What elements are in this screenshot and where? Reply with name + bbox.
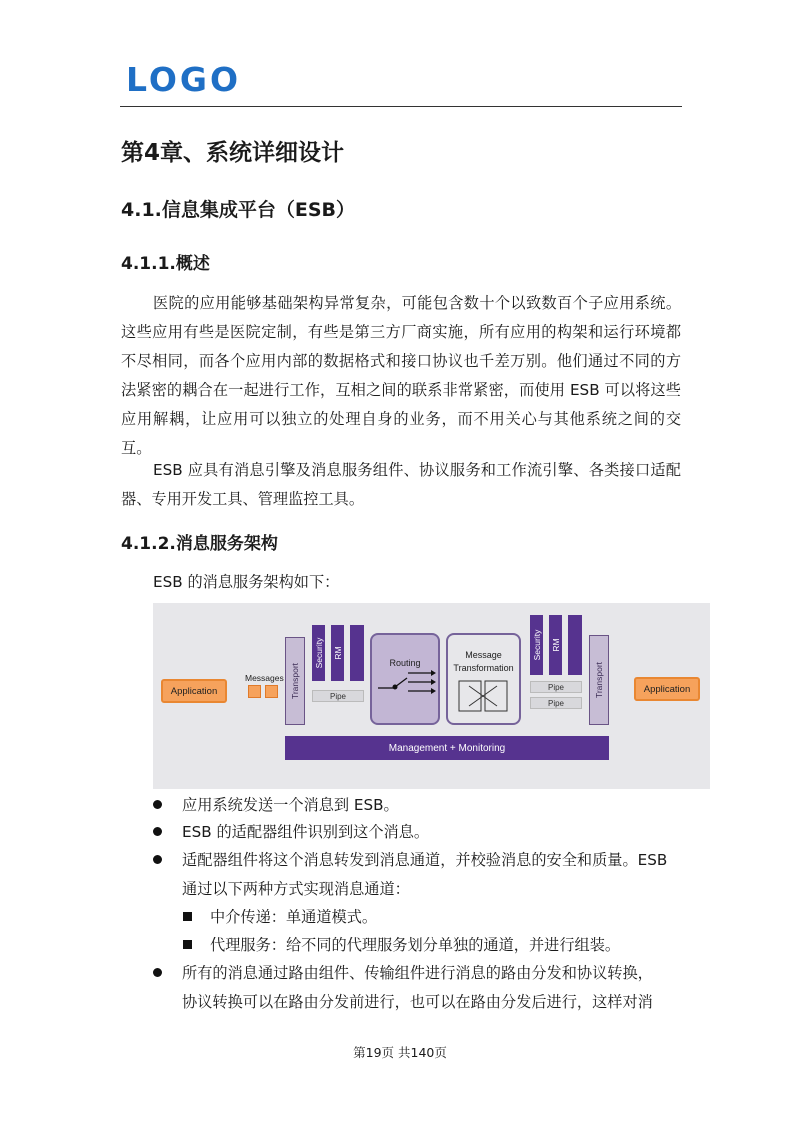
sub-bullet-item-1: 中介传递：单通道模式。 — [210, 908, 378, 926]
rm-right-label: RM — [550, 638, 561, 652]
transport-left-label: Transport — [290, 662, 300, 700]
sub-bullet-item-2: 代理服务：给不同的代理服务划分单独的通道，并进行组装。 — [210, 936, 621, 954]
routing-label: Routing — [389, 658, 421, 668]
bullet-dot-4 — [153, 968, 162, 977]
bullet-item-4-line-1: 所有的消息通过路由组件、传输组件进行消息的路由分发和协议转换， — [182, 964, 653, 982]
bullet-dot-1 — [153, 800, 162, 809]
message-transformation-box — [446, 633, 521, 725]
bullet-dot-3 — [153, 855, 162, 864]
bullet-item-3-continued: 通过以下两种方式实现消息通道： — [182, 880, 410, 898]
bullet-item-4-line-2: 协议转换可以在路由分发前进行，也可以在路由分发后进行，这样对消 — [182, 993, 653, 1011]
routing-arrows — [153, 603, 710, 789]
management-monitoring-bar: Management + Monitoring — [285, 736, 609, 760]
section-heading-4-1-1: 4.1.1.概述 — [121, 254, 210, 274]
transport-right-bar — [589, 635, 609, 725]
page-footer: 第19页 共140页 — [353, 1045, 447, 1060]
sub-bullet-square-1 — [183, 912, 192, 921]
overview-paragraph: 医院的应用能够基础架构异常复杂，可能包含数十个以致数百个子应用系统。这些应用有些是医院定制，有些是第三方厂商实施，所有应用的构架和运行环境都不尽相同，而各个应用内部的数据格式和接口协议也千差万别。他们通过不同的方法紧密的耦合在一起进行工作，互相之间的联系非常紧密，而使用 ESB 可以将这些应用解耦，让应用可以独立的处理自身的业务，而不用关心与其他系统之间的交互。 — [121, 294, 681, 457]
bullet-item-2: ESB 的适配器组件识别到这个消息。 — [182, 823, 430, 841]
message-transformation-label-2: Transformation — [453, 663, 514, 673]
pipe-right-1: Pipe — [530, 681, 582, 693]
message-transformation-label-1: Message — [465, 650, 502, 660]
bullet-dot-2 — [153, 827, 162, 836]
section-heading-4-1: 4.1.信息集成平台（ESB） — [121, 199, 356, 221]
header-divider — [120, 106, 682, 107]
application-left-box: Application — [161, 679, 227, 703]
application-right-box: Application — [634, 677, 700, 701]
section-heading-4-1-2: 4.1.2.消息服务架构 — [121, 534, 278, 554]
esb-components-paragraph: ESB 应具有消息引擎及消息服务组件、协议服务和工作流引擎、各类接口适配器、专用开发工具、管理监控工具。 — [121, 461, 681, 508]
chapter-title: 第4章、系统详细设计 — [121, 140, 345, 166]
bullet-item-3: 适配器组件将这个消息转发到消息通道，并校验消息的安全和质量。ESB — [182, 851, 668, 869]
messages-label: Messages — [245, 673, 284, 683]
rm-right-bar — [549, 615, 562, 675]
architecture-intro: ESB 的消息服务架构如下： — [153, 573, 340, 591]
pipe-left: Pipe — [312, 690, 364, 702]
esb-architecture-diagram — [153, 603, 710, 789]
sub-bullet-square-2 — [183, 940, 192, 949]
bullet-item-1: 应用系统发送一个消息到 ESB。 — [182, 796, 399, 814]
pipe-right-2: Pipe — [530, 697, 582, 709]
transport-right-label: Transport — [594, 661, 604, 699]
security-right-label: Security — [531, 629, 542, 661]
right-column-bar — [568, 615, 582, 675]
rm-left-label: RM — [332, 646, 343, 660]
logo: LOGO — [126, 60, 242, 99]
security-right-bar — [530, 615, 543, 675]
security-left-label: Security — [313, 637, 324, 669]
